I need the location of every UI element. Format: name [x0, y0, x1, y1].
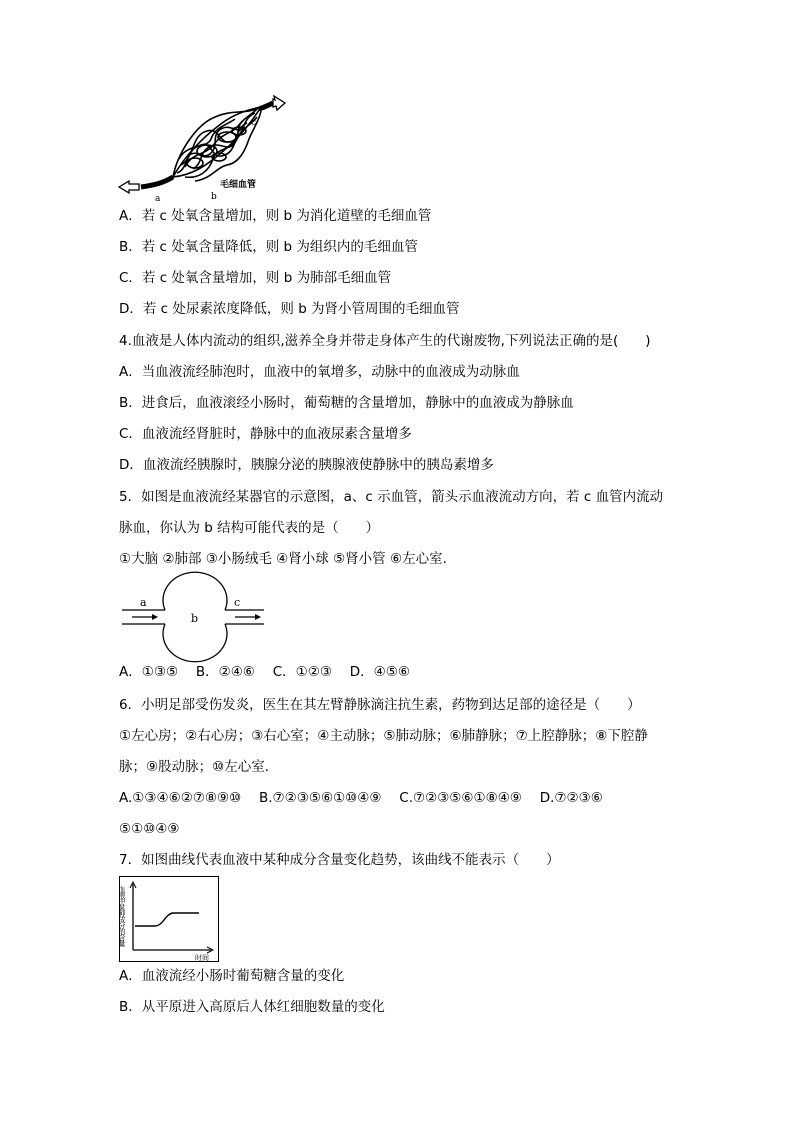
- q5-fig-label-b: b: [191, 612, 199, 625]
- q7-option-a: A．血液流经小肠时葡萄糖含量的变化: [119, 968, 345, 984]
- q3-option-b: B．若 c 处氧含量降低，则 b 为组织内的毛细血管: [119, 239, 418, 255]
- q5-items: ①大脑 ②肺部 ③小肠绒毛 ④肾小球 ⑤肾小管 ⑥左心室.: [119, 551, 447, 567]
- q7-ylabel: 血液中某种成分的含量: [118, 886, 126, 946]
- q5-stem-line2: 脉血，你认为 b 结构可能代表的是（ ）: [119, 520, 380, 536]
- q3-option-c: C．若 c 处氧含量增加，则 b 为肺部毛细血管: [119, 270, 392, 286]
- q6-items-line2: 脉；⑨股动脉；⑩左心室．: [119, 759, 279, 775]
- q7-curve-figure: [119, 876, 219, 962]
- q7-xlabel: 时间: [195, 954, 209, 962]
- q4-option-a: A．当血液流经肺泡时，血液中的氧增多，动脉中的血液成为动脉血: [119, 364, 520, 380]
- q6-stem: 6．小明足部受伤发炎，医生在其左臂静脉滴注抗生素，药物到达足部的途径是（ ）: [119, 697, 641, 713]
- q6-items-line1: ①左心房；②右心房；③右心室；④主动脉；⑤肺动脉；⑥肺静脉；⑦上腔静脉；⑧下腔静: [119, 728, 648, 744]
- label-c: c: [251, 118, 257, 128]
- q7-option-b: B．从平原进入高原后人体红细胞数量的变化: [119, 999, 385, 1015]
- q4-stem: 4.血液是人体内流动的组织,滋养全身并带走身体产生的代谢废物,下列说法正确的是( ): [119, 333, 651, 349]
- capillary-network-figure: [115, 95, 290, 205]
- q4-option-d: D．血液流经胰腺时，胰腺分泌的胰腺液使静脉中的胰岛素增多: [119, 457, 494, 473]
- q5-fig-label-c: c: [234, 596, 241, 609]
- q4-option-c: C．血液流经肾脏时，静脉中的血液尿素含量增多: [119, 426, 412, 442]
- organ-blood-flow-figure: [118, 588, 268, 650]
- q3-option-d: D．若 c 处尿素浓度降低，则 b 为肾小管周围的毛细血管: [119, 301, 460, 317]
- label-b: b: [211, 192, 217, 202]
- q5-fig-label-a: a: [140, 596, 147, 609]
- q5-options: A．①③⑤ B．②④⑥ C．①②③ D．④⑤⑥: [119, 664, 410, 680]
- q7-stem: 7．如图曲线代表血液中某种成分含量变化趋势，该曲线不能表示（ ）: [119, 852, 560, 868]
- q6-options-line1: A.①③④⑥②⑦⑧⑨⑩ B.⑦②③⑤⑥①⑩④⑨ C.⑦②③⑤⑥①⑧④⑨ D.⑦②③⑥: [119, 790, 603, 806]
- label-capillary: 毛细血管: [220, 180, 257, 190]
- q6-options-line2: ⑤①⑩④⑨: [119, 821, 180, 837]
- q5-stem-line1: 5．如图是血液流经某器官的示意图，a、c 示血管，箭头示血液流动方向，若 c 血管内流动: [119, 489, 664, 505]
- q4-option-b: B．进食后，血液滚经小肠时，葡萄糖的含量增加，静脉中的血液成为静脉血: [119, 395, 574, 411]
- q3-option-a: A．若 c 处氧含量增加，则 b 为消化道壁的毛细血管: [119, 208, 432, 224]
- label-a: a: [155, 194, 161, 204]
